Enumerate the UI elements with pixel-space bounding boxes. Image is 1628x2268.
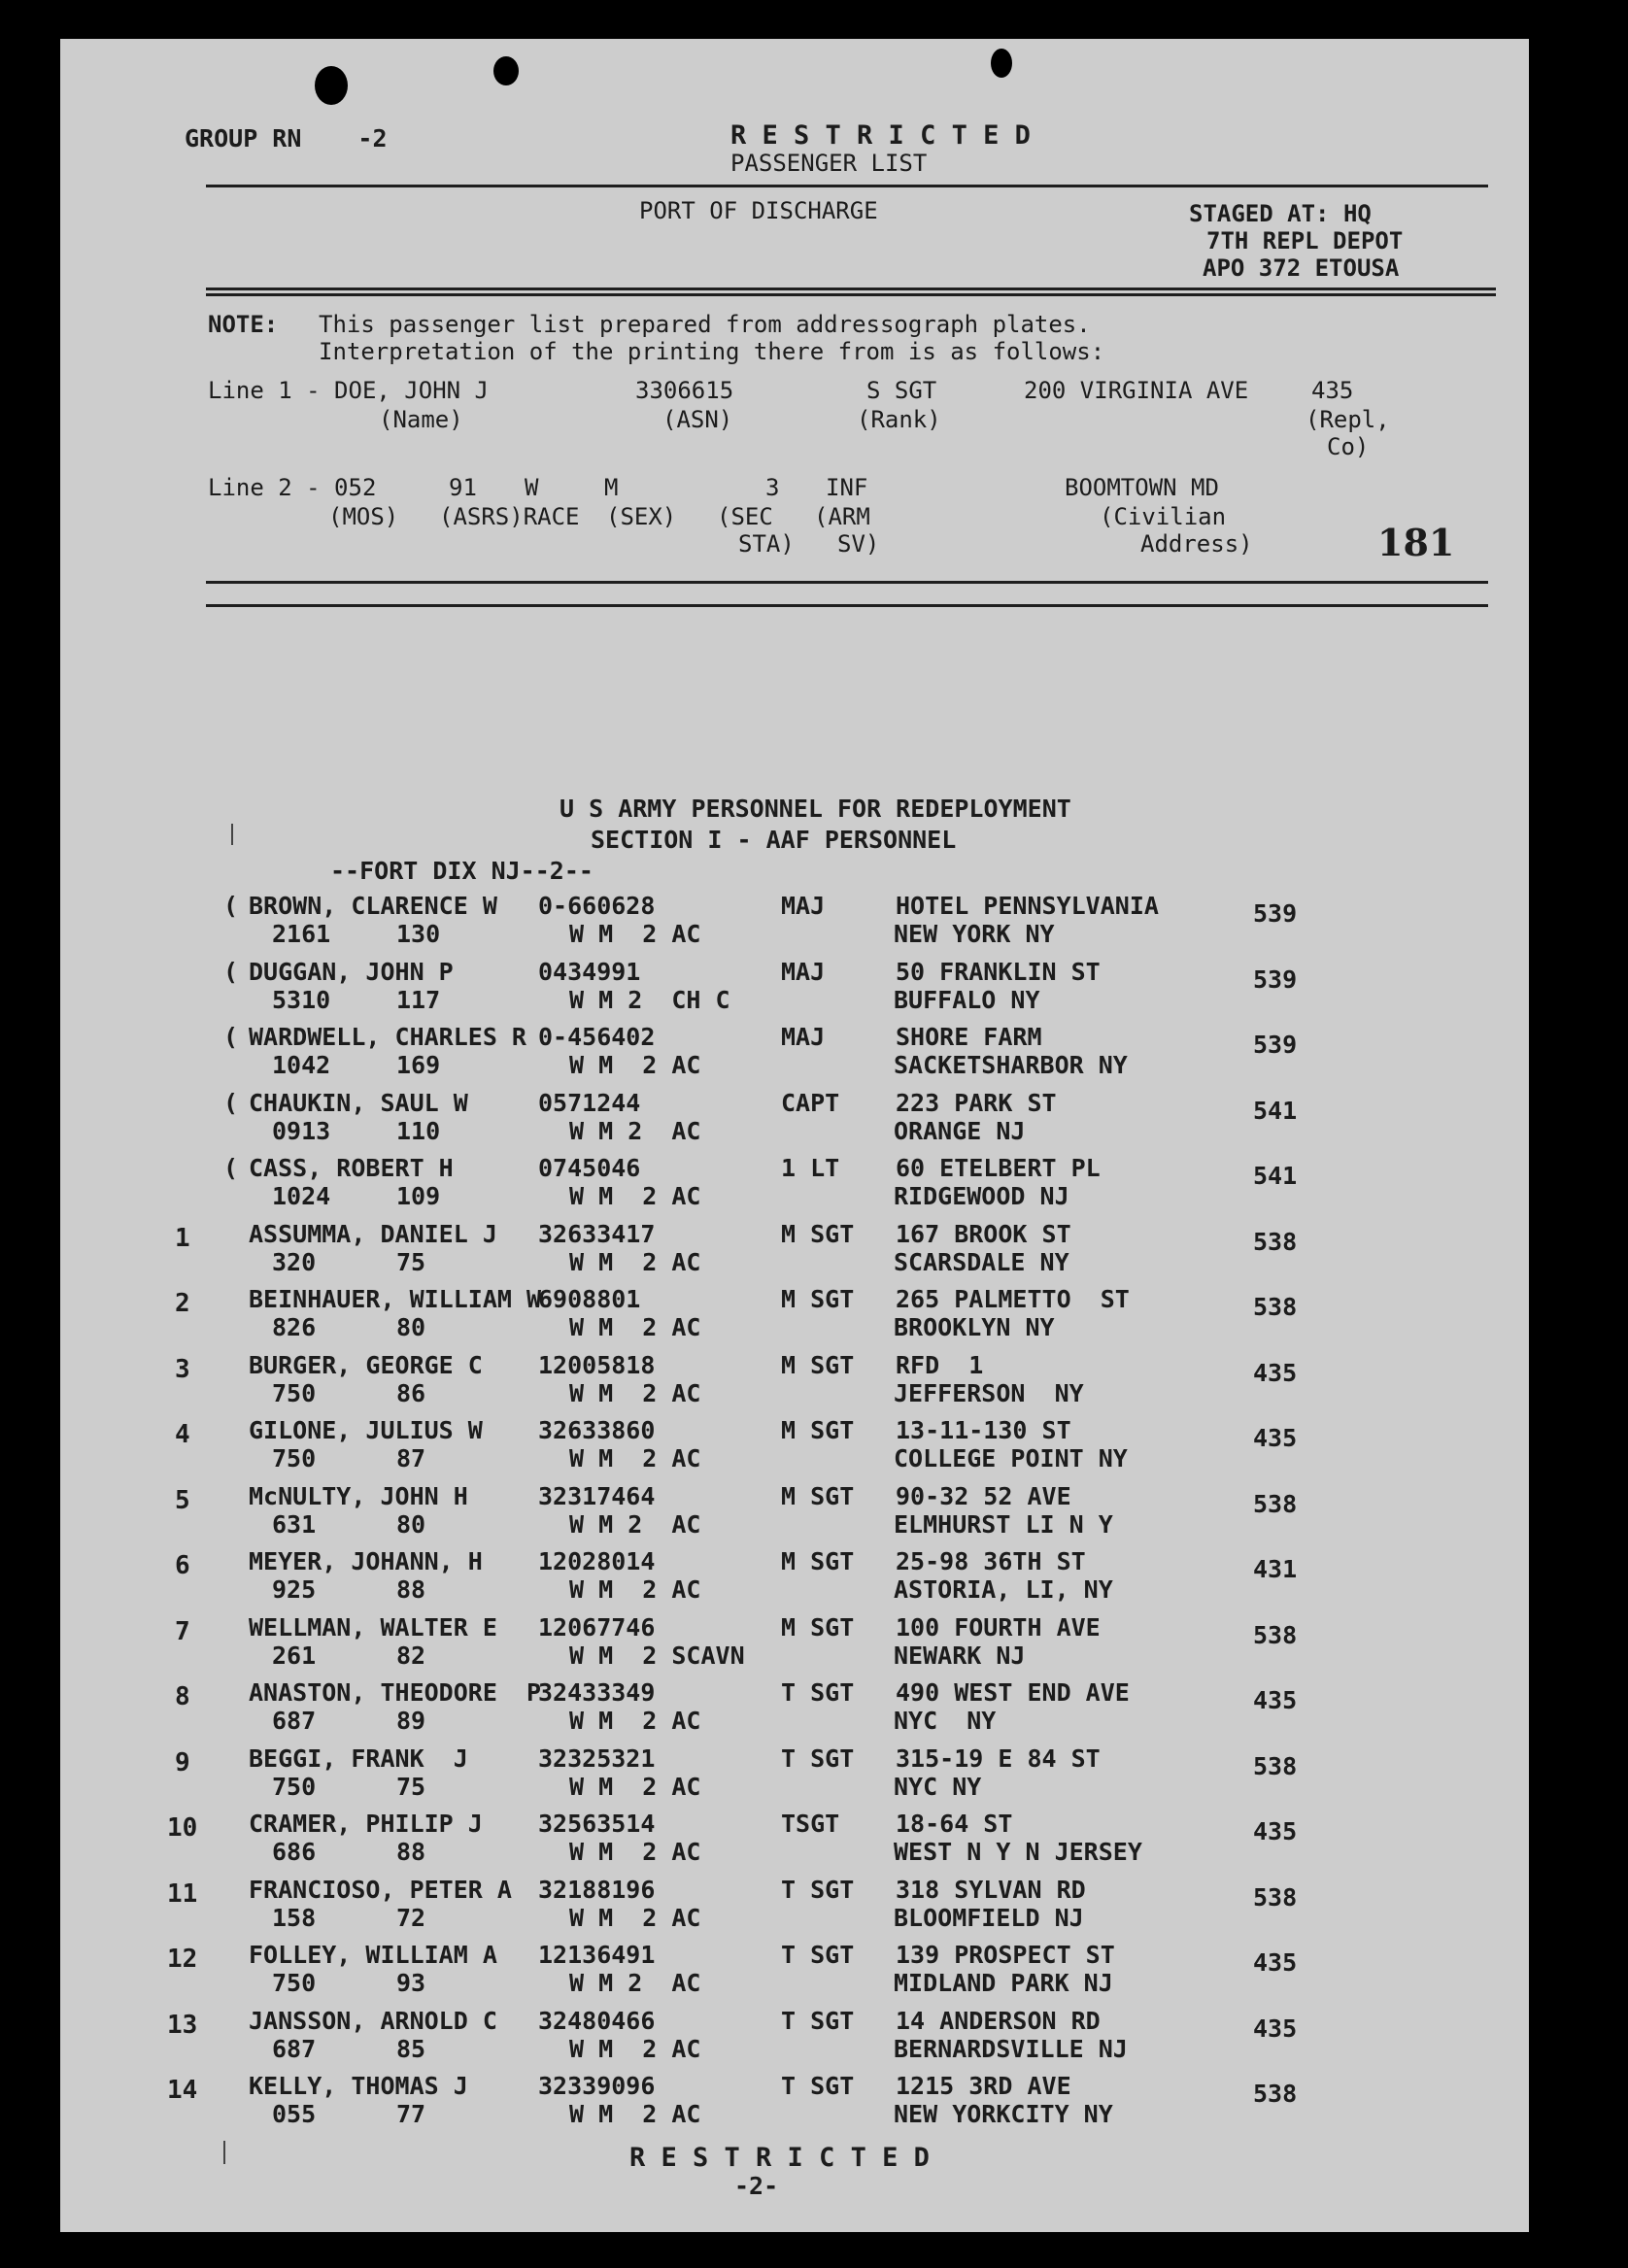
staged-at-line-2: 7TH REPL DEPOT xyxy=(1206,227,1404,254)
legend-line2-sex: M xyxy=(604,474,619,501)
row-race-sex-sec-arm: W M 2 AC xyxy=(569,2100,701,2128)
row-asn: 32633417 xyxy=(538,1219,656,1248)
row-index: 13 xyxy=(167,2010,198,2040)
row-name: CASS, ROBERT H xyxy=(249,1154,454,1182)
row-asn: 12067746 xyxy=(538,1612,656,1642)
row-asrs: 72 xyxy=(396,1903,426,1932)
row-mos: 055 xyxy=(272,2100,317,2128)
note-line-a: This passenger list prepared from addressograph plates. xyxy=(319,311,1091,338)
row-repl-code: 539 xyxy=(1253,965,1298,994)
row-address-line-2: SACKETSHARBOR NY xyxy=(894,1051,1128,1079)
row-mos: 750 xyxy=(272,1772,317,1801)
row-address-line-2: BLOOMFIELD NJ xyxy=(894,1903,1084,1932)
row-asrs: 169 xyxy=(396,1051,441,1079)
header-rule-top xyxy=(206,185,1488,187)
legend-line2-city: BOOMTOWN MD xyxy=(1065,474,1219,501)
row-rank: CAPT xyxy=(781,1088,840,1117)
row-index: 2 xyxy=(175,1289,190,1318)
section-group: --FORT DIX NJ--2-- xyxy=(330,857,594,885)
row-asrs: 80 xyxy=(396,1313,426,1341)
row-repl-code: 538 xyxy=(1253,1293,1298,1321)
row-repl-code: 538 xyxy=(1253,1620,1298,1649)
row-race-sex-sec-arm: W M 2 AC xyxy=(569,1051,701,1079)
row-address-line-2: BUFFALO NY xyxy=(894,985,1040,1014)
legend-sta-label: STA) xyxy=(738,530,795,558)
legend-arm-label: (ARM xyxy=(814,503,870,530)
row-index: 4 xyxy=(175,1420,190,1449)
row-race-sex-sec-arm: W M 2 AC xyxy=(569,920,701,948)
group-suffix: -2 xyxy=(357,124,388,152)
row-asrs: 88 xyxy=(396,1838,426,1866)
row-asn: 32188196 xyxy=(538,1875,656,1904)
row-asn: 32433349 xyxy=(538,1678,656,1707)
group-text: GROUP RN xyxy=(185,124,302,152)
legend-repl-label: (Repl, xyxy=(1306,406,1390,433)
row-mos: 925 xyxy=(272,1575,317,1604)
row-mos: 1024 xyxy=(272,1182,331,1210)
row-race-sex-sec-arm: W M 2 AC xyxy=(569,1313,701,1341)
row-name: FRANCIOSO, PETER A xyxy=(249,1875,512,1904)
row-address-line-2: NYC NY xyxy=(894,1707,997,1735)
note-line-b: Interpretation of the printing there from is as follows: xyxy=(319,338,1105,365)
row-rank: 1 LT xyxy=(781,1154,840,1182)
row-address-line-2: NEW YORK NY xyxy=(894,920,1055,948)
header-rule-double-1 xyxy=(206,288,1496,290)
row-mos: 687 xyxy=(272,2034,317,2063)
row-rank: M SGT xyxy=(781,1481,855,1510)
row-asn: 32633860 xyxy=(538,1416,656,1444)
restricted-header: R E S T R I C T E D xyxy=(730,120,1031,151)
row-name: WELLMAN, WALTER E xyxy=(249,1612,497,1642)
row-race-sex-sec-arm: W M 2 AC xyxy=(569,1838,701,1866)
legend-address-label: Address) xyxy=(1140,530,1253,558)
row-repl-code: 435 xyxy=(1253,1817,1298,1845)
note-rule-1 xyxy=(206,581,1488,584)
row-asrs: 110 xyxy=(396,1116,441,1145)
row-rank: T SGT xyxy=(781,1743,855,1773)
row-address-line-1: 490 WEST END AVE xyxy=(896,1678,1130,1707)
row-race-sex-sec-arm: W M 2 AC xyxy=(569,1772,701,1801)
row-mos: 826 xyxy=(272,1313,317,1341)
row-name: BURGER, GEORGE C xyxy=(249,1350,483,1379)
row-row-paren: ( xyxy=(223,1088,239,1117)
row-race-sex-sec-arm: W M 2 AC xyxy=(569,1707,701,1735)
row-repl-code: 435 xyxy=(1253,1686,1298,1714)
row-name: FOLLEY, WILLIAM A xyxy=(249,1941,497,1969)
row-name: DUGGAN, JOHN P xyxy=(249,957,454,986)
row-name: CHAUKIN, SAUL W xyxy=(249,1088,468,1117)
row-address-line-1: 318 SYLVAN RD xyxy=(896,1875,1086,1904)
row-address-line-2: MIDLAND PARK NJ xyxy=(894,1969,1113,1997)
punch-hole-right xyxy=(991,49,1012,78)
row-asrs: 75 xyxy=(396,1772,426,1801)
row-asrs: 86 xyxy=(396,1378,426,1407)
legend-line1-address: 200 VIRGINIA AVE xyxy=(1024,377,1249,404)
row-asrs: 130 xyxy=(396,920,441,948)
row-asn: 12028014 xyxy=(538,1547,656,1575)
row-race-sex-sec-arm: W M 2 AC xyxy=(569,1509,701,1539)
legend-line2-arm: INF xyxy=(826,474,868,501)
row-race-sex-sec-arm: W M 2 AC xyxy=(569,1182,701,1210)
row-rank: M SGT xyxy=(781,1285,855,1313)
row-rank: T SGT xyxy=(781,1941,855,1969)
row-asrs: 85 xyxy=(396,2034,426,2063)
row-row-paren: ( xyxy=(223,957,239,986)
legend-sec-label: (SEC xyxy=(717,503,773,530)
row-asn: 6908801 xyxy=(538,1285,641,1313)
row-address-line-1: 25-98 36TH ST xyxy=(896,1547,1086,1575)
row-rank: MAJ xyxy=(781,892,826,920)
row-address-line-2: BROOKLYN NY xyxy=(894,1313,1055,1341)
row-asrs: 75 xyxy=(396,1247,426,1276)
row-asrs: 88 xyxy=(396,1575,426,1604)
row-repl-code: 539 xyxy=(1253,899,1298,928)
row-repl-code: 538 xyxy=(1253,1882,1298,1912)
legend-rank-label: (Rank) xyxy=(857,406,941,433)
note-rule-2 xyxy=(206,604,1488,607)
row-asn: 12136491 xyxy=(538,1941,656,1969)
row-address-line-2: BERNARDSVILLE NJ xyxy=(894,2034,1128,2063)
row-rank: T SGT xyxy=(781,1875,855,1904)
row-index: 14 xyxy=(167,2076,198,2105)
row-name: ANASTON, THEODORE P xyxy=(249,1678,542,1707)
row-repl-code: 431 xyxy=(1253,1555,1298,1583)
footer-page-number: -2- xyxy=(734,2172,779,2200)
row-address-line-1: 13-11-130 ST xyxy=(896,1416,1071,1444)
row-asn: 12005818 xyxy=(538,1350,656,1379)
row-rank: M SGT xyxy=(781,1612,855,1642)
row-address-line-2: NYC NY xyxy=(894,1772,982,1801)
row-address-line-1: SHORE FARM xyxy=(896,1023,1042,1051)
row-repl-code: 435 xyxy=(1253,1948,1298,1977)
row-rank: T SGT xyxy=(781,1678,855,1707)
row-mos: 750 xyxy=(272,1444,317,1473)
row-index: 8 xyxy=(175,1682,190,1711)
legend-asn-label: (ASN) xyxy=(662,406,733,433)
row-address-line-2: NEW YORKCITY NY xyxy=(894,2100,1113,2128)
legend-sv-label: SV) xyxy=(837,530,880,558)
row-mos: 158 xyxy=(272,1903,317,1932)
row-address-line-1: 315-19 E 84 ST xyxy=(896,1743,1101,1773)
row-address-line-1: 265 PALMETTO ST xyxy=(896,1285,1130,1313)
row-repl-code: 435 xyxy=(1253,1424,1298,1452)
staged-at-line-3: APO 372 ETOUSA xyxy=(1203,254,1400,282)
row-asn: 0434991 xyxy=(538,957,641,986)
row-asrs: 77 xyxy=(396,2100,426,2128)
row-asn: 0-660628 xyxy=(538,892,656,920)
legend-line2-race: W xyxy=(525,474,539,501)
row-name: MEYER, JOHANN, H xyxy=(249,1547,483,1575)
row-address-line-2: ELMHURST LI N Y xyxy=(894,1509,1113,1539)
row-mos: 686 xyxy=(272,1838,317,1866)
row-asrs: 93 xyxy=(396,1969,426,1997)
row-rank: M SGT xyxy=(781,1350,855,1379)
legend-mos-label: (MOS) xyxy=(328,503,399,530)
row-asn: 0745046 xyxy=(538,1154,641,1182)
row-repl-code: 435 xyxy=(1253,2014,1298,2043)
row-name: McNULTY, JOHN H xyxy=(249,1481,468,1510)
row-repl-code: 538 xyxy=(1253,1751,1298,1780)
row-rank: MAJ xyxy=(781,1023,826,1051)
row-name: WARDWELL, CHARLES R xyxy=(249,1023,526,1051)
staged-at-line-1: STAGED AT: HQ xyxy=(1189,200,1372,227)
row-race-sex-sec-arm: W M 2 AC xyxy=(569,1969,701,1997)
row-repl-code: 538 xyxy=(1253,2080,1298,2108)
row-race-sex-sec-arm: W M 2 SCAVN xyxy=(569,1641,745,1670)
row-repl-code: 538 xyxy=(1253,1227,1298,1256)
legend-sex-label: (SEX) xyxy=(606,503,677,530)
row-index: 3 xyxy=(175,1354,190,1384)
row-mos: 750 xyxy=(272,1969,317,1997)
section-subtitle: SECTION I - AAF PERSONNEL xyxy=(591,826,957,854)
row-row-paren: ( xyxy=(223,1023,239,1051)
row-race-sex-sec-arm: W M 2 AC xyxy=(569,1247,701,1276)
row-address-line-2: ORANGE NJ xyxy=(894,1116,1026,1145)
row-name: JANSSON, ARNOLD C xyxy=(249,2006,497,2035)
section-title: U S ARMY PERSONNEL FOR REDEPLOYMENT xyxy=(560,795,1071,823)
row-asn: 32480466 xyxy=(538,2006,656,2035)
row-name: BEGGI, FRANK J xyxy=(249,1743,468,1773)
legend-name-label: (Name) xyxy=(379,406,463,433)
legend-line1-rank: S SGT xyxy=(866,377,937,404)
note-label: NOTE: xyxy=(208,311,279,338)
row-mos: 320 xyxy=(272,1247,317,1276)
port-of-discharge: PORT OF DISCHARGE xyxy=(639,197,878,224)
row-race-sex-sec-arm: W M 2 CH C xyxy=(569,985,730,1014)
legend-asrs-label: (ASRS)RACE xyxy=(439,503,580,530)
row-race-sex-sec-arm: W M 2 AC xyxy=(569,2034,701,2063)
row-mos: 687 xyxy=(272,1707,317,1735)
row-asrs: 89 xyxy=(396,1707,426,1735)
row-name: KELLY, THOMAS J xyxy=(249,2072,468,2100)
row-index: 10 xyxy=(167,1813,198,1843)
row-mos: 0913 xyxy=(272,1116,331,1145)
passenger-list-title: PASSENGER LIST xyxy=(730,150,928,177)
row-index: 11 xyxy=(167,1879,198,1909)
row-asn: 32325321 xyxy=(538,1743,656,1773)
row-mos: 631 xyxy=(272,1509,317,1539)
row-address-line-1: 50 FRANKLIN ST xyxy=(896,957,1101,986)
row-name: ASSUMMA, DANIEL J xyxy=(249,1219,497,1248)
row-address-line-1: HOTEL PENNSYLVANIA xyxy=(896,892,1159,920)
legend-civilian-label: (Civilian xyxy=(1100,503,1227,530)
header-rule-double-2 xyxy=(206,293,1496,296)
legend-line2-asrs: 91 xyxy=(449,474,477,501)
row-address-line-1: 90-32 52 AVE xyxy=(896,1481,1071,1510)
row-index: 7 xyxy=(175,1616,190,1646)
row-address-line-1: 100 FOURTH AVE xyxy=(896,1612,1101,1642)
row-race-sex-sec-arm: W M 2 AC xyxy=(569,1444,701,1473)
row-name: CRAMER, PHILIP J xyxy=(249,1810,483,1838)
punch-hole-middle xyxy=(493,56,519,85)
margin-mark xyxy=(231,824,233,845)
row-asn: 0-456402 xyxy=(538,1023,656,1051)
row-mos: 1042 xyxy=(272,1051,331,1079)
row-address-line-1: 18-64 ST xyxy=(896,1810,1013,1838)
row-repl-code: 538 xyxy=(1253,1489,1298,1518)
row-rank: T SGT xyxy=(781,2006,855,2035)
row-repl-code: 541 xyxy=(1253,1162,1298,1190)
row-rank: M SGT xyxy=(781,1219,855,1248)
row-address-line-2: COLLEGE POINT NY xyxy=(894,1444,1128,1473)
row-row-paren: ( xyxy=(223,892,239,920)
row-address-line-1: 14 ANDERSON RD xyxy=(896,2006,1101,2035)
row-asn: 0571244 xyxy=(538,1088,641,1117)
row-index: 12 xyxy=(167,1945,198,1974)
row-address-line-2: WEST N Y N JERSEY xyxy=(894,1838,1142,1866)
legend-co-label: Co) xyxy=(1327,433,1370,460)
row-address-line-2: NEWARK NJ xyxy=(894,1641,1026,1670)
row-name: BEINHAUER, WILLIAM W xyxy=(249,1285,542,1313)
row-rank: TSGT xyxy=(781,1810,840,1838)
row-rank: MAJ xyxy=(781,957,826,986)
row-asrs: 109 xyxy=(396,1182,441,1210)
row-repl-code: 435 xyxy=(1253,1358,1298,1387)
punch-hole-left xyxy=(315,66,348,105)
row-asn: 32317464 xyxy=(538,1481,656,1510)
row-address-line-1: 1215 3RD AVE xyxy=(896,2072,1071,2100)
row-race-sex-sec-arm: W M 2 AC xyxy=(569,1903,701,1932)
row-row-paren: ( xyxy=(223,1154,239,1182)
restricted-footer: R E S T R I C T E D xyxy=(629,2143,930,2173)
row-address-line-1: 167 BROOK ST xyxy=(896,1219,1071,1248)
document-page xyxy=(60,39,1529,2232)
row-mos: 2161 xyxy=(272,920,331,948)
page-number-181: 181 xyxy=(1377,521,1455,564)
row-address-line-2: SCARSDALE NY xyxy=(894,1247,1069,1276)
row-mos: 5310 xyxy=(272,985,331,1014)
row-index: 1 xyxy=(175,1223,190,1253)
row-asrs: 87 xyxy=(396,1444,426,1473)
row-index: 9 xyxy=(175,1747,190,1777)
legend-line2-sec: 3 xyxy=(765,474,780,501)
group-label xyxy=(185,126,388,151)
row-repl-code: 539 xyxy=(1253,1031,1298,1059)
row-asrs: 117 xyxy=(396,985,441,1014)
row-index: 5 xyxy=(175,1485,190,1515)
row-race-sex-sec-arm: W M 2 AC xyxy=(569,1575,701,1604)
row-address-line-2: JEFFERSON NY xyxy=(894,1378,1084,1407)
row-address-line-1: RFD 1 xyxy=(896,1350,984,1379)
row-asrs: 80 xyxy=(396,1509,426,1539)
row-address-line-1: 60 ETELBERT PL xyxy=(896,1154,1101,1182)
row-name: GILONE, JULIUS W xyxy=(249,1416,483,1444)
legend-line1-code: 435 xyxy=(1311,377,1354,404)
row-repl-code: 541 xyxy=(1253,1096,1298,1125)
row-index: 6 xyxy=(175,1551,190,1580)
row-name: BROWN, CLARENCE W xyxy=(249,892,497,920)
legend-line1-name: Line 1 - DOE, JOHN J xyxy=(208,377,489,404)
row-rank: T SGT xyxy=(781,2072,855,2100)
row-asn: 32563514 xyxy=(538,1810,656,1838)
row-asrs: 82 xyxy=(396,1641,426,1670)
row-mos: 750 xyxy=(272,1378,317,1407)
row-asn: 32339096 xyxy=(538,2072,656,2100)
row-race-sex-sec-arm: W M 2 AC xyxy=(569,1116,701,1145)
row-address-line-1: 223 PARK ST xyxy=(896,1088,1057,1117)
row-address-line-2: ASTORIA, LI, NY xyxy=(894,1575,1113,1604)
margin-mark-bottom xyxy=(223,2141,225,2164)
row-rank: M SGT xyxy=(781,1547,855,1575)
row-address-line-1: 139 PROSPECT ST xyxy=(896,1941,1115,1969)
row-mos: 261 xyxy=(272,1641,317,1670)
row-race-sex-sec-arm: W M 2 AC xyxy=(569,1378,701,1407)
legend-line1-asn: 3306615 xyxy=(635,377,734,404)
row-address-line-2: RIDGEWOOD NJ xyxy=(894,1182,1069,1210)
legend-line2-mos: Line 2 - 052 xyxy=(208,474,377,501)
row-rank: M SGT xyxy=(781,1416,855,1444)
